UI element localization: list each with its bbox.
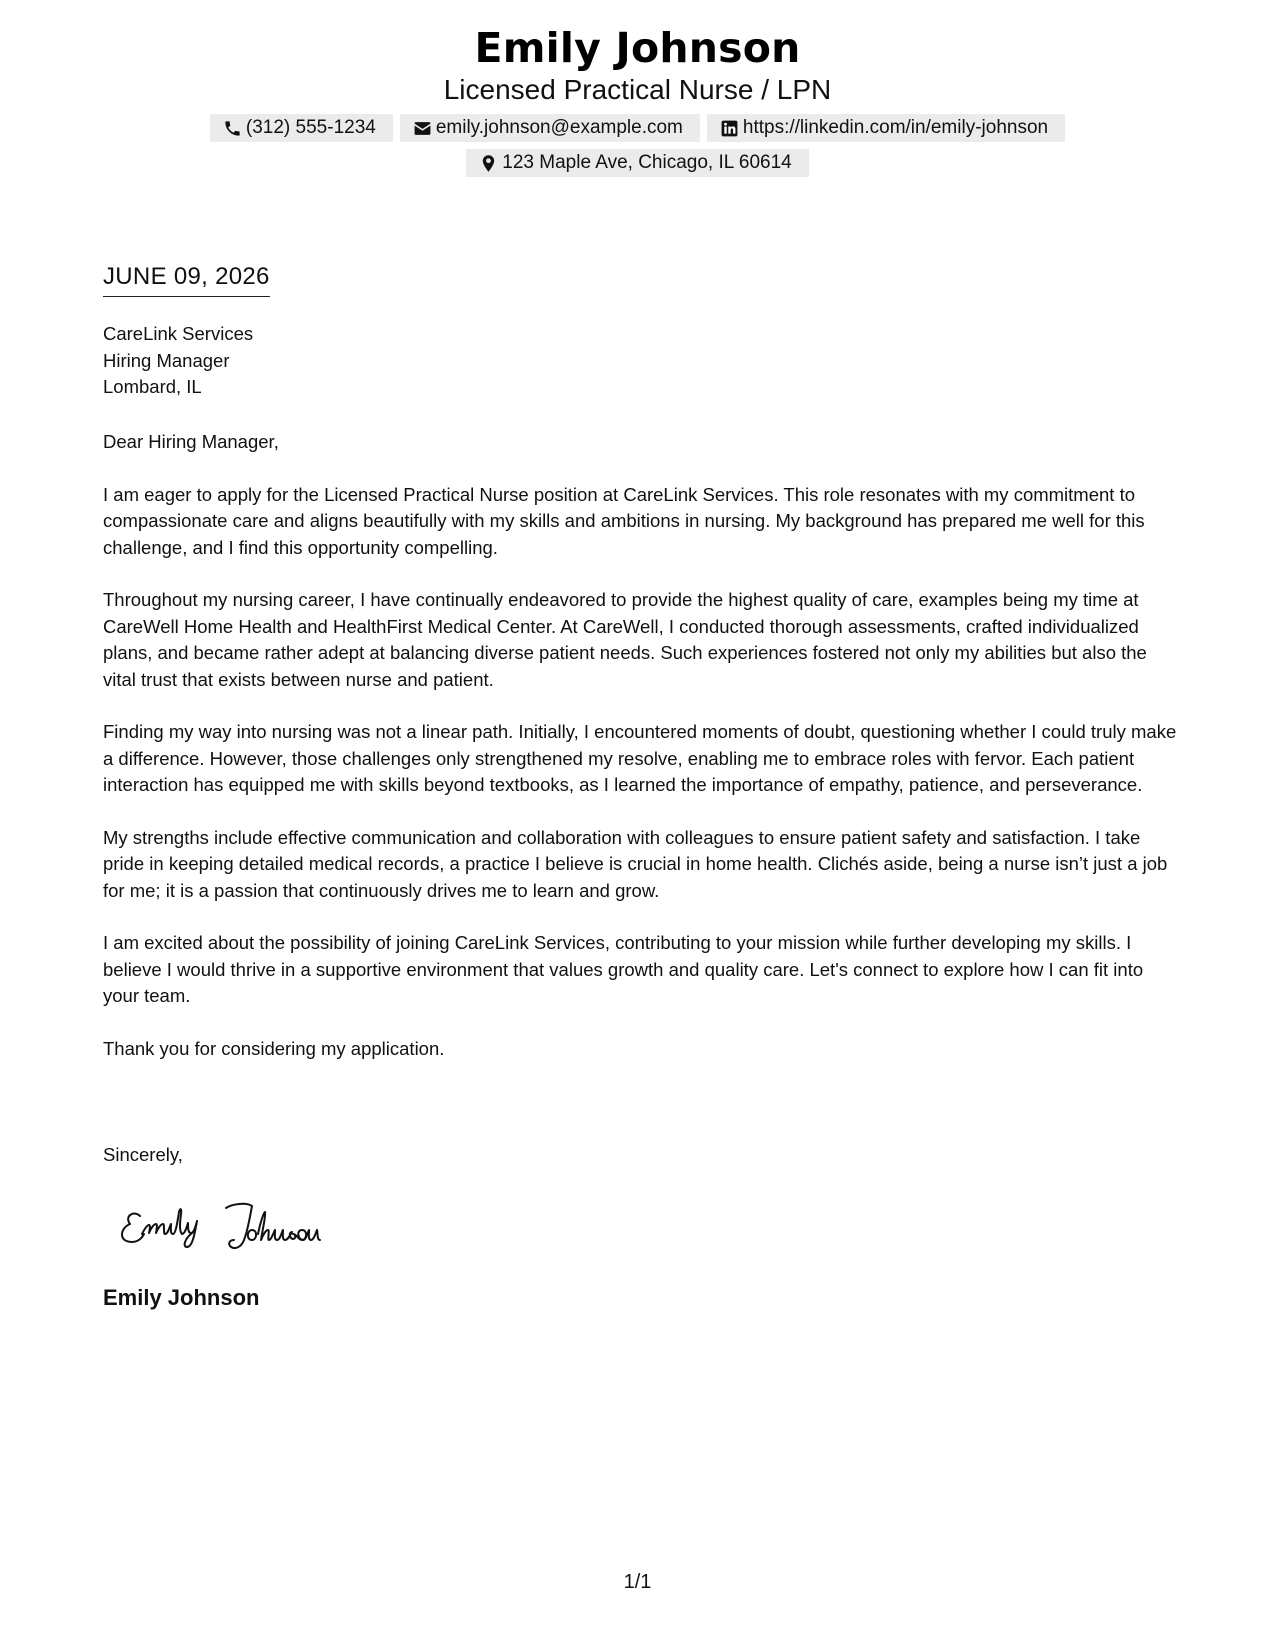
address-text: 123 Maple Ave, Chicago, IL 60614 [502,152,792,173]
signed-name: Emily Johnson [103,1285,260,1310]
phone-text: (312) 555-1234 [245,117,376,138]
closing-line: Sincerely, [103,1144,183,1165]
handwritten-signature [118,1190,358,1260]
envelope-icon [413,119,432,138]
email-chip[interactable] [400,114,700,142]
recipient-location: Lombard, IL [103,376,202,397]
contact-row [0,114,1275,142]
linkedin-chip[interactable] [707,114,1065,142]
paragraph-1: I am eager to apply for the Licensed Practical Nurse position at CareLink Services. This role resonates with my commitment to compassionate care and aligns beautifully with my skills and ambitions in nursing. My background has prepared me well for this challenge, and I find this opportunity compelling. [103,483,1145,558]
thanks-line: Thank you for considering my application. [103,1037,445,1059]
paragraph-4: My strengths include effective communication and collaboration with colleagues to ensure patient safety and satisfaction. I take pride in keeping detailed medical records, a practice I believe is crucial in home health. Clichés aside, being a nurse isn’t just a job for me; it is a passion that continuously drives me to learn and grow. [103,826,1168,901]
linkedin-text[interactable]: https://linkedin.com/in/emily-johnson [742,117,1049,138]
paragraph-2: Throughout my nursing career, I have continually endeavored to provide the highest quality of care, examples being my time at CareWell Home Health and HealthFirst Medical Center. At CareWell, I conducted thorough assessments, crafted individualized plans, and became rather adept at balancing diverse patient needs. Such experiences fostered not only my abilities but also the vital trust that exists between nurse and patient. [103,589,1147,690]
recipient-role: Hiring Manager [103,349,230,371]
page-number: 1/1 [623,1571,652,1593]
recipient-company: CareLink Services [103,323,254,344]
paragraph-3: Finding my way into nursing was not a linear path. Initially, I encountered moments of doubt, questioning whether I could truly make a difference. However, those challenges only strengthened my resolve, enabling me to embrace roles with fervor. Each patient interaction has equipped me with skills beyond textbooks, as I learned the importance of empathy, patience, and perseverance. [103,721,1177,795]
phone-icon [223,119,242,138]
address-chip [466,149,808,177]
recipient-block [103,321,253,401]
letter-body [103,429,1178,1088]
email-text[interactable]: emily.johnson@example.com [435,117,683,138]
letter-header [0,22,1275,107]
paragraph-5: I am excited about the possibility of joining CareLink Services, contributing to your mission while further developing my skills. I believe I would thrive in a supportive environment that values growth and quality care. Let's connect to explore how I can fit into your team. [103,932,1144,1006]
salutation: Dear Hiring Manager, [103,431,279,452]
applicant-name: Emily Johnson [474,24,801,72]
linkedin-icon [720,119,739,138]
map-pin-icon [479,154,498,173]
address-row [0,149,1275,177]
letter-date: JUNE 09, 2026 [103,262,270,297]
applicant-title: Licensed Practical Nurse / LPN [443,74,832,105]
phone-chip [210,114,393,142]
